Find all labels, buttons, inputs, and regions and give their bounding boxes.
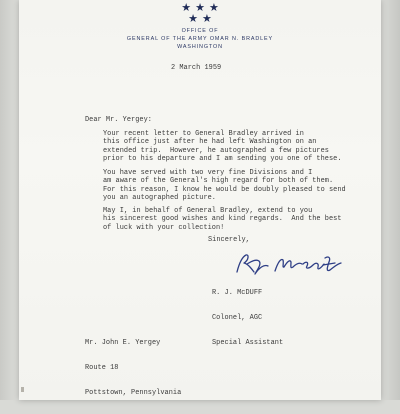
star-icon: ★ [181, 1, 192, 14]
signature-block [212, 272, 283, 364]
body-paragraph-1: Your recent letter to General Bradley arrived in this office just after he had left Washington on an extended trip. However, he autographed a few pictures prior to his departure and I am sending you one of these. [103, 130, 342, 164]
letterhead-city: WASHINGTON [177, 44, 223, 50]
letter-sheet [19, 0, 381, 400]
signer-rank: Colonel, AGC [212, 314, 263, 323]
recipient-address [85, 322, 181, 414]
body-paragraph-3: May I, in behalf of General Bradley, extend to you his sincerest good wishes and kind regards. And the best of luck with your collection! [103, 207, 342, 232]
closing: Sincerely, [208, 236, 250, 244]
recipient-route: Route 18 [85, 364, 119, 373]
letter-date: 2 March 1959 [171, 64, 222, 72]
body-paragraph-2: You have served with two very fine Divisions and I am aware of the General's high regard for both of them. For this reason, I know he would be doubly pleased to send you an autographed picture. [103, 169, 346, 203]
salutation: Dear Mr. Yergey: [85, 116, 152, 124]
recipient-city: Pottstown, Pennsylvania [85, 389, 182, 398]
signer-title: Special Assistant [212, 339, 284, 348]
paper-blemish [21, 387, 24, 392]
five-star-insignia [19, 2, 381, 24]
star-icon: ★ [208, 1, 219, 14]
letterhead [19, 27, 381, 51]
letterhead-general-name: GENERAL OF THE ARMY OMAR N. BRADLEY [126, 36, 274, 42]
star-icon: ★ [188, 12, 198, 25]
signer-name: R. J. McDUFF [212, 288, 263, 297]
star-icon: ★ [202, 12, 212, 25]
star-icon: ★ [195, 1, 205, 14]
letterhead-office-of: OFFICE OF [181, 28, 219, 34]
recipient-name: Mr. John E. Yergey [85, 338, 161, 347]
